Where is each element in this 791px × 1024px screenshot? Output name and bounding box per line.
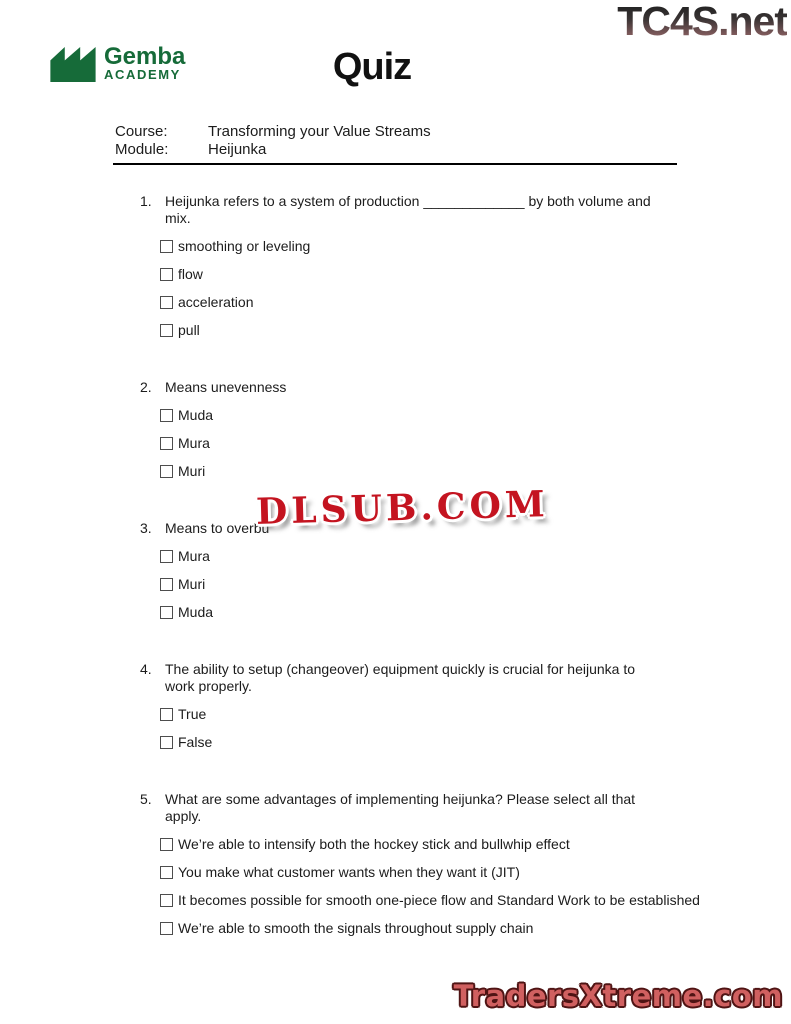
answer-option: [160, 462, 685, 480]
answer-checkbox[interactable]: [160, 922, 173, 935]
answer-label: True: [178, 706, 207, 722]
answer-option: [160, 863, 685, 881]
answer-checkbox[interactable]: [160, 268, 173, 281]
answer-checkbox[interactable]: [160, 240, 173, 253]
question-number: 4.: [140, 661, 152, 677]
answer-option: [160, 733, 685, 751]
answer-option: [160, 406, 685, 424]
answer-option: [160, 705, 685, 723]
answer-checkbox[interactable]: [160, 578, 173, 591]
answer-label: Muda: [178, 407, 214, 423]
answer-option: [160, 835, 685, 853]
answer-checkbox[interactable]: [160, 838, 173, 851]
question-text: What are some advantages of implementing heijunka? Please select all that apply.: [165, 791, 636, 824]
watermark-dlsub: DLSUB.COM: [255, 483, 550, 533]
answer-checkbox[interactable]: [160, 465, 173, 478]
question-number: 3.: [140, 520, 152, 536]
answer-option: [160, 321, 685, 339]
question-1: [140, 193, 685, 339]
answer-option: [160, 265, 685, 283]
answer-label: Mura: [178, 435, 210, 451]
module-value: Heijunka: [208, 141, 267, 158]
answer-checkbox[interactable]: [160, 409, 173, 422]
module-label: Module:: [115, 141, 169, 158]
question-2: [140, 379, 685, 480]
answer-option: [160, 547, 685, 565]
module-row: [115, 141, 677, 159]
question-text: Means unevenness: [165, 379, 287, 395]
answer-option: [160, 919, 685, 937]
answer-options: [160, 237, 685, 339]
answer-checkbox[interactable]: [160, 708, 173, 721]
answer-options: [160, 547, 685, 621]
question-4: [140, 661, 685, 751]
question-3: [140, 520, 685, 621]
question-number: 1.: [140, 193, 152, 209]
question-text: Heijunka refers to a system of production _____________ by both volume and mix.: [165, 193, 651, 226]
answer-checkbox[interactable]: [160, 550, 173, 563]
page-title: Quiz: [332, 46, 412, 88]
answer-option: [160, 891, 700, 909]
answer-option: [160, 293, 685, 311]
answer-option: [160, 603, 685, 621]
answer-label: We’re able to smooth the signals throughout supply chain: [178, 920, 534, 936]
answer-label: False: [178, 734, 213, 750]
answer-checkbox[interactable]: [160, 866, 173, 879]
question-text: The ability to setup (changeover) equipment quickly is crucial for heijunka to work properly.: [165, 661, 636, 694]
answer-checkbox[interactable]: [160, 324, 173, 337]
answer-option: [160, 434, 685, 452]
answer-label: Muri: [178, 463, 206, 479]
answer-options: [160, 705, 685, 751]
answer-label: Mura: [178, 548, 210, 564]
answer-checkbox[interactable]: [160, 437, 173, 450]
watermark-tc4s: TC4S.net: [617, 0, 787, 44]
course-row: [115, 123, 677, 141]
logo-name: Gemba: [104, 43, 186, 70]
answer-label: It becomes possible for smooth one-piece flow and Standard Work to be established: [178, 892, 700, 908]
answer-label: You make what customer wants when they want it (JIT): [178, 864, 520, 880]
question-number: 5.: [140, 791, 152, 807]
answer-label: Muri: [178, 576, 206, 592]
answer-label: acceleration: [178, 294, 254, 310]
answer-options: [160, 835, 700, 937]
answer-label: flow: [178, 266, 203, 282]
watermark-tradersxtreme: TradersXtreme.com: [453, 979, 783, 1013]
answer-checkbox[interactable]: [160, 894, 173, 907]
answer-checkbox[interactable]: [160, 296, 173, 309]
question-list: [140, 193, 700, 977]
answer-label: smoothing or leveling: [178, 238, 311, 254]
answer-options: [160, 406, 685, 480]
question-number: 2.: [140, 379, 152, 395]
course-label: Course:: [115, 123, 168, 140]
answer-label: pull: [178, 322, 200, 338]
logo-subname: ACADEMY: [104, 67, 181, 82]
answer-label: We’re able to intensify both the hockey stick and bullwhip effect: [178, 836, 570, 852]
question-text: Means to overbu: [165, 520, 270, 536]
question-5: [140, 791, 700, 937]
quiz-meta: [113, 123, 677, 165]
answer-option: [160, 575, 685, 593]
course-value: Transforming your Value Streams: [208, 123, 431, 140]
answer-option: [160, 237, 685, 255]
answer-checkbox[interactable]: [160, 606, 173, 619]
answer-label: Muda: [178, 604, 214, 620]
answer-checkbox[interactable]: [160, 736, 173, 749]
